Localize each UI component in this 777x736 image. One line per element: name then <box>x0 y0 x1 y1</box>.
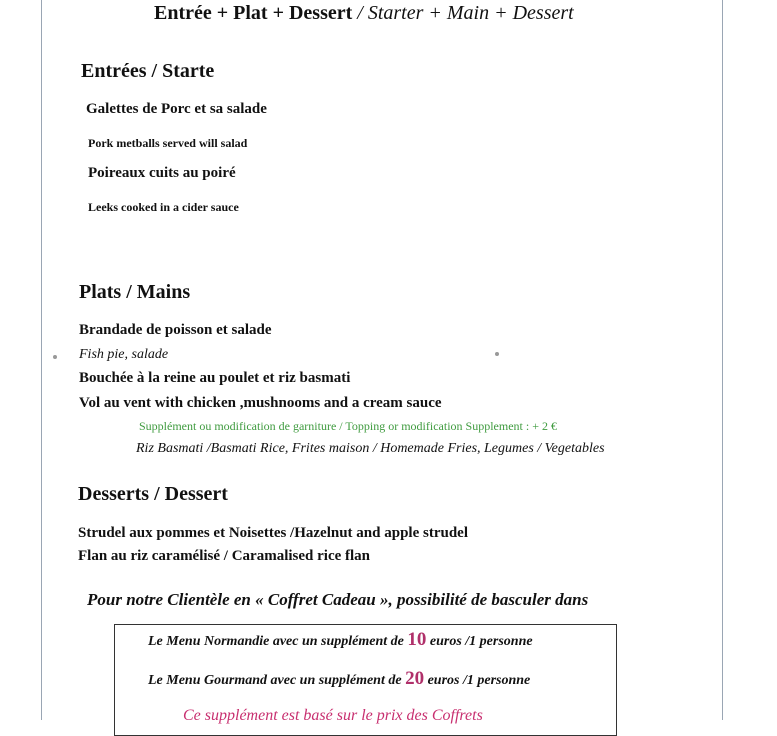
plat-item: Brandade de poisson et salade <box>79 322 272 338</box>
menu-gourmand-text: Le Menu Gourmand avec un supplément de <box>148 673 402 688</box>
menu-normandie-text: Le Menu Normandie avec un supplément de <box>148 634 404 649</box>
menu-normandie-line <box>148 629 533 651</box>
supplement-note: Supplément ou modification de garniture / Topping or modification Supplement : + 2 € <box>139 419 557 433</box>
plat-item: Bouchée à la reine au poulet et riz basmati <box>79 370 351 386</box>
menu-title-fr: Entrée + Plat + Dessert <box>154 2 353 24</box>
plats-heading: Plats / Mains <box>79 281 191 303</box>
menu-normandie-unit: euros /1 personne <box>429 634 533 649</box>
sides-list: Riz Basmati /Basmati Rice, Frites maison / Homemade Fries, Legumes / Vegetables <box>136 441 605 456</box>
entree-item: Poireaux cuits au poiré <box>88 165 236 181</box>
gift-box-promo: Pour notre Clientèle en « Coffret Cadeau », possibilité de basculer dans <box>87 590 589 609</box>
plat-item-en: Vol au vent with chicken ,mushnooms and a cream sauce <box>79 395 442 411</box>
menu-normandie-price: 10 <box>407 629 427 650</box>
page-border-right <box>722 0 723 720</box>
scan-speck <box>495 352 499 356</box>
entree-item: Galettes de Porc et sa salade <box>86 101 267 117</box>
menu-gourmand-line <box>148 668 530 690</box>
desserts-heading: Desserts / Dessert <box>78 483 228 505</box>
menu-gourmand-unit: euros /1 personne <box>427 673 531 688</box>
scan-speck <box>53 355 57 359</box>
page-border-left <box>41 0 42 720</box>
entree-item-en: Leeks cooked in a cider sauce <box>88 200 239 214</box>
supplement-box <box>114 624 617 736</box>
entrees-heading: Entrées / Starte <box>81 60 215 82</box>
menu-title <box>154 2 574 25</box>
supplement-basis-note: Ce supplément est basé sur le prix des Coffrets <box>183 707 483 724</box>
menu-gourmand-price: 20 <box>405 668 425 689</box>
menu-title-en: / Starter + Main + Dessert <box>357 2 574 24</box>
plat-item-en: Fish pie, salade <box>79 347 169 362</box>
dessert-item: Strudel aux pommes et Noisettes /Hazelnut and apple strudel <box>78 525 468 541</box>
entree-item-en: Pork metballs served will salad <box>88 136 248 150</box>
dessert-item: Flan au riz caramélisé / Caramalised rice flan <box>78 548 371 564</box>
